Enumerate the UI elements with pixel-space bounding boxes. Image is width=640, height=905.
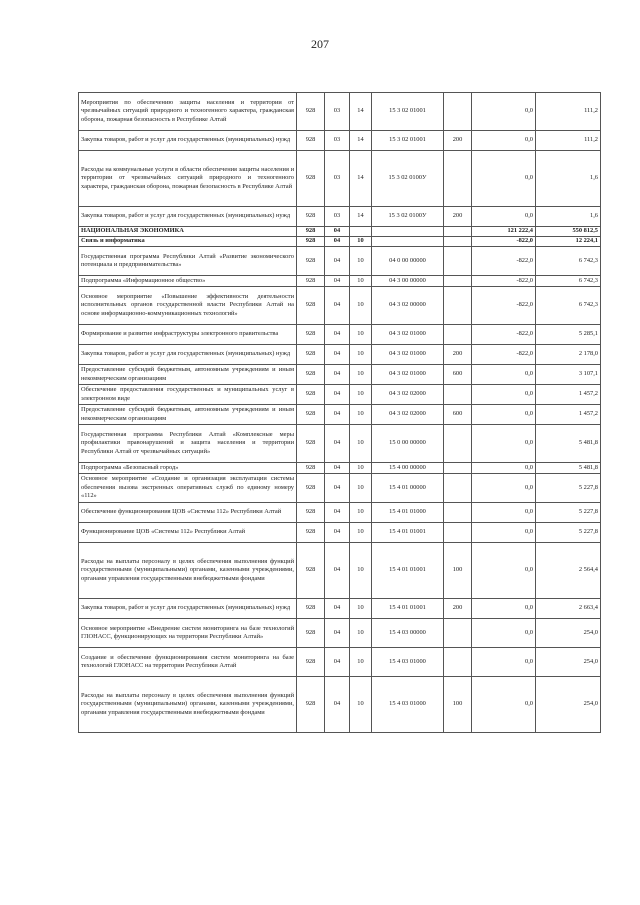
ved-code: 928	[297, 151, 325, 207]
row-description: Подпрограмма «Информационное общество»	[79, 276, 297, 287]
table-row	[79, 425, 601, 463]
section-code: 04	[325, 425, 350, 463]
ved-code: 928	[297, 365, 325, 385]
amount-change: 0,0	[472, 599, 536, 619]
section-code: 04	[325, 463, 350, 474]
amount-change: 0,0	[472, 543, 536, 599]
subsection-code: 10	[350, 619, 372, 648]
table-row	[79, 599, 601, 619]
subsection-code: 10	[350, 474, 372, 503]
expense-type-code: 200	[444, 207, 472, 227]
expense-type-code	[444, 325, 472, 345]
table-row	[79, 677, 601, 733]
ved-code: 928	[297, 227, 325, 237]
amount-total: 6 742,3	[536, 276, 601, 287]
amount-total: 550 812,5	[536, 227, 601, 237]
expense-type-code	[444, 276, 472, 287]
subsection-code: 10	[350, 237, 372, 247]
table-row	[79, 345, 601, 365]
section-code: 04	[325, 648, 350, 677]
section-code: 04	[325, 287, 350, 325]
amount-change: 0,0	[472, 385, 536, 405]
ved-code: 928	[297, 474, 325, 503]
target-article-code: 15 4 03 01000	[372, 677, 444, 733]
section-code: 04	[325, 619, 350, 648]
row-description: Создание и обеспечение функционирования систем мониторинга на базе технологий ГЛОНАСС на территории Республики Алтай	[79, 648, 297, 677]
amount-change: 0,0	[472, 425, 536, 463]
section-code: 04	[325, 247, 350, 276]
expense-type-code: 200	[444, 131, 472, 151]
section-code: 03	[325, 207, 350, 227]
row-description: Связь и информатика	[79, 237, 297, 247]
target-article-code: 15 4 01 01001	[372, 543, 444, 599]
target-article-code: 15 4 03 01000	[372, 648, 444, 677]
subsection-code: 10	[350, 365, 372, 385]
ved-code: 928	[297, 131, 325, 151]
amount-change: 0,0	[472, 151, 536, 207]
expense-type-code	[444, 237, 472, 247]
amount-change: 121 222,4	[472, 227, 536, 237]
section-code: 04	[325, 237, 350, 247]
table-row	[79, 365, 601, 385]
table-row	[79, 247, 601, 276]
amount-change: -822,0	[472, 287, 536, 325]
ved-code: 928	[297, 405, 325, 425]
target-article-code	[372, 227, 444, 237]
expense-type-code	[444, 503, 472, 523]
expense-type-code	[444, 227, 472, 237]
expense-type-code	[444, 463, 472, 474]
row-description: НАЦИОНАЛЬНАЯ ЭКОНОМИКА	[79, 227, 297, 237]
amount-total: 3 107,1	[536, 365, 601, 385]
row-description: Закупка товаров, работ и услуг для государственных (муниципальных) нужд	[79, 131, 297, 151]
expense-type-code	[444, 523, 472, 543]
table-row	[79, 648, 601, 677]
target-article-code: 15 4 01 01001	[372, 523, 444, 543]
row-description: Основное мероприятие «Повышение эффективности деятельности исполнительных органов государственной власти Республики Алтай на основе информационно-коммуникационных технологий»	[79, 287, 297, 325]
row-description: Расходы на коммунальные услуги в области обеспечения защиты населения и территории от чрезвычайных ситуаций природного и техногенного характера, гражданская оборона, пожарная безопасность в Республике Алтай	[79, 151, 297, 207]
expense-type-code	[444, 474, 472, 503]
amount-change: 0,0	[472, 523, 536, 543]
table-row	[79, 276, 601, 287]
amount-change: 0,0	[472, 648, 536, 677]
section-code: 04	[325, 523, 350, 543]
amount-change: 0,0	[472, 405, 536, 425]
amount-change: -822,0	[472, 237, 536, 247]
target-article-code: 15 4 00 00000	[372, 463, 444, 474]
target-article-code: 15 4 01 01000	[372, 503, 444, 523]
row-description: Обеспечение предоставления государственных и муниципальных услуг в электронном виде	[79, 385, 297, 405]
amount-change: 0,0	[472, 93, 536, 131]
target-article-code	[372, 237, 444, 247]
amount-change: -822,0	[472, 345, 536, 365]
amount-change: 0,0	[472, 207, 536, 227]
expense-type-code	[444, 619, 472, 648]
expense-type-code: 200	[444, 345, 472, 365]
amount-total: 1 457,2	[536, 405, 601, 425]
amount-total: 1 457,2	[536, 385, 601, 405]
ved-code: 928	[297, 325, 325, 345]
table-row	[79, 619, 601, 648]
ved-code: 928	[297, 287, 325, 325]
ved-code: 928	[297, 276, 325, 287]
table-row	[79, 151, 601, 207]
expense-type-code	[444, 287, 472, 325]
subsection-code	[350, 227, 372, 237]
amount-total: 254,0	[536, 677, 601, 733]
subsection-code: 10	[350, 677, 372, 733]
expense-type-code	[444, 247, 472, 276]
row-description: Предоставление субсидий бюджетным, автономным учреждениям и иным некоммерческим организациям	[79, 365, 297, 385]
section-code: 04	[325, 345, 350, 365]
table-row	[79, 463, 601, 474]
row-description: Основное мероприятие «Создание и организация эксплуатации системы обеспечения вызова экстренных оперативных служб по единому номеру «112»	[79, 474, 297, 503]
section-code: 04	[325, 677, 350, 733]
table-row	[79, 207, 601, 227]
subsection-code: 10	[350, 648, 372, 677]
section-code: 04	[325, 474, 350, 503]
subsection-code: 10	[350, 523, 372, 543]
ved-code: 928	[297, 345, 325, 365]
ved-code: 928	[297, 247, 325, 276]
subsection-code: 10	[350, 599, 372, 619]
amount-total: 5 227,8	[536, 523, 601, 543]
table-row	[79, 474, 601, 503]
section-code: 04	[325, 405, 350, 425]
subsection-code: 10	[350, 405, 372, 425]
subsection-code: 10	[350, 325, 372, 345]
amount-total: 5 227,8	[536, 503, 601, 523]
amount-total: 6 742,3	[536, 287, 601, 325]
amount-change: -822,0	[472, 247, 536, 276]
target-article-code: 04 3 02 01000	[372, 325, 444, 345]
row-description: Закупка товаров, работ и услуг для государственных (муниципальных) нужд	[79, 207, 297, 227]
expense-type-code: 200	[444, 599, 472, 619]
expense-type-code	[444, 385, 472, 405]
amount-total: 2 178,0	[536, 345, 601, 365]
amount-total: 2 564,4	[536, 543, 601, 599]
subsection-code: 10	[350, 463, 372, 474]
table-row	[79, 227, 601, 237]
subsection-code: 14	[350, 131, 372, 151]
section-code: 03	[325, 131, 350, 151]
target-article-code: 15 4 01 00000	[372, 474, 444, 503]
expense-type-code: 100	[444, 677, 472, 733]
ved-code: 928	[297, 207, 325, 227]
row-description: Государственная программа Республики Алтай «Развитие экономического потенциала и предпринимательства»	[79, 247, 297, 276]
amount-total: 1,6	[536, 151, 601, 207]
row-description: Формирование и развитие инфраструктуры электронного правительства	[79, 325, 297, 345]
section-code: 04	[325, 276, 350, 287]
amount-change: 0,0	[472, 365, 536, 385]
amount-change: 0,0	[472, 463, 536, 474]
target-article-code: 04 3 02 01000	[372, 345, 444, 365]
subsection-code: 14	[350, 207, 372, 227]
target-article-code: 15 0 00 00000	[372, 425, 444, 463]
expense-type-code	[444, 425, 472, 463]
ved-code: 928	[297, 463, 325, 474]
target-article-code: 04 0 00 00000	[372, 247, 444, 276]
row-description: Основное мероприятие «Внедрение систем мониторинга на базе технологий ГЛОНАСС, функционирующих на территории Республики Алтай»	[79, 619, 297, 648]
target-article-code: 15 4 03 00000	[372, 619, 444, 648]
row-description: Предоставление субсидий бюджетным, автономным учреждениям и иным некоммерческим организациям	[79, 405, 297, 425]
amount-change: 0,0	[472, 677, 536, 733]
target-article-code: 15 3 02 0100У	[372, 207, 444, 227]
amount-total: 12 224,1	[536, 237, 601, 247]
expense-type-code: 600	[444, 405, 472, 425]
section-code: 04	[325, 365, 350, 385]
table-row	[79, 543, 601, 599]
subsection-code: 10	[350, 345, 372, 365]
amount-total: 5 481,8	[536, 463, 601, 474]
target-article-code: 04 3 02 00000	[372, 287, 444, 325]
expense-type-code: 100	[444, 543, 472, 599]
amount-total: 111,2	[536, 131, 601, 151]
target-article-code: 04 3 00 00000	[372, 276, 444, 287]
subsection-code: 10	[350, 287, 372, 325]
target-article-code: 15 3 02 0100У	[372, 151, 444, 207]
ved-code: 928	[297, 523, 325, 543]
row-description: Расходы на выплаты персоналу в целях обеспечения выполнения функций государственными (муниципальными) органами, казенными учреждениями, органами управления государственными внебюджетными фондами	[79, 677, 297, 733]
amount-total: 5 227,8	[536, 474, 601, 503]
expense-type-code	[444, 93, 472, 131]
row-description: Обеспечение функционирования ЦОВ «Системы 112» Республики Алтай	[79, 503, 297, 523]
amount-total: 5 481,8	[536, 425, 601, 463]
row-description: Расходы на выплаты персоналу в целях обеспечения выполнения функций государственными (муниципальными) органами, казенными учреждениями, органами управления государственными внебюджетными фондами	[79, 543, 297, 599]
row-description: Функционирование ЦОВ «Системы 112» Республики Алтай	[79, 523, 297, 543]
section-code: 04	[325, 543, 350, 599]
expense-type-code	[444, 151, 472, 207]
expense-type-code	[444, 648, 472, 677]
subsection-code: 10	[350, 425, 372, 463]
ved-code: 928	[297, 425, 325, 463]
amount-total: 5 285,1	[536, 325, 601, 345]
amount-total: 2 663,4	[536, 599, 601, 619]
amount-total: 111,2	[536, 93, 601, 131]
subsection-code: 10	[350, 247, 372, 276]
ved-code: 928	[297, 648, 325, 677]
row-description: Подпрограмма «Безопасный город»	[79, 463, 297, 474]
section-code: 04	[325, 599, 350, 619]
expense-type-code: 600	[444, 365, 472, 385]
row-description: Мероприятия по обеспечению защиты населения и территории от чрезвычайных ситуаций природного и техногенного характера, гражданская оборона, пожарная безопасность в Республике Алтай	[79, 93, 297, 131]
target-article-code: 15 4 01 01001	[372, 599, 444, 619]
table-row	[79, 131, 601, 151]
section-code: 04	[325, 325, 350, 345]
target-article-code: 04 3 02 02000	[372, 405, 444, 425]
table-row	[79, 503, 601, 523]
amount-total: 254,0	[536, 648, 601, 677]
ved-code: 928	[297, 237, 325, 247]
subsection-code: 14	[350, 93, 372, 131]
section-code: 03	[325, 151, 350, 207]
table-row	[79, 287, 601, 325]
row-description: Государственная программа Республики Алтай «Комплексные меры профилактики правонарушений и защита населения и территории Республики Алтай от чрезвычайных ситуаций»	[79, 425, 297, 463]
page-number: 207	[311, 37, 329, 51]
subsection-code: 10	[350, 503, 372, 523]
amount-change: -822,0	[472, 276, 536, 287]
section-code: 04	[325, 503, 350, 523]
ved-code: 928	[297, 599, 325, 619]
target-article-code: 15 3 02 01001	[372, 131, 444, 151]
table-row	[79, 237, 601, 247]
ved-code: 928	[297, 619, 325, 648]
table-row	[79, 523, 601, 543]
amount-total: 1,6	[536, 207, 601, 227]
subsection-code: 10	[350, 543, 372, 599]
amount-total: 254,0	[536, 619, 601, 648]
amount-change: 0,0	[472, 503, 536, 523]
budget-table	[78, 92, 601, 733]
amount-change: 0,0	[472, 619, 536, 648]
amount-change: -822,0	[472, 325, 536, 345]
amount-total: 6 742,3	[536, 247, 601, 276]
target-article-code: 04 3 02 01000	[372, 365, 444, 385]
ved-code: 928	[297, 93, 325, 131]
ved-code: 928	[297, 677, 325, 733]
table-row	[79, 385, 601, 405]
subsection-code: 14	[350, 151, 372, 207]
amount-change: 0,0	[472, 131, 536, 151]
subsection-code: 10	[350, 385, 372, 405]
ved-code: 928	[297, 385, 325, 405]
table-row	[79, 405, 601, 425]
row-description: Закупка товаров, работ и услуг для государственных (муниципальных) нужд	[79, 599, 297, 619]
target-article-code: 15 3 02 01001	[372, 93, 444, 131]
subsection-code: 10	[350, 276, 372, 287]
amount-change: 0,0	[472, 474, 536, 503]
section-code: 04	[325, 385, 350, 405]
section-code: 03	[325, 93, 350, 131]
ved-code: 928	[297, 543, 325, 599]
target-article-code: 04 3 02 02000	[372, 385, 444, 405]
row-description: Закупка товаров, работ и услуг для государственных (муниципальных) нужд	[79, 345, 297, 365]
table-row	[79, 93, 601, 131]
section-code: 04	[325, 227, 350, 237]
table-row	[79, 325, 601, 345]
ved-code: 928	[297, 503, 325, 523]
